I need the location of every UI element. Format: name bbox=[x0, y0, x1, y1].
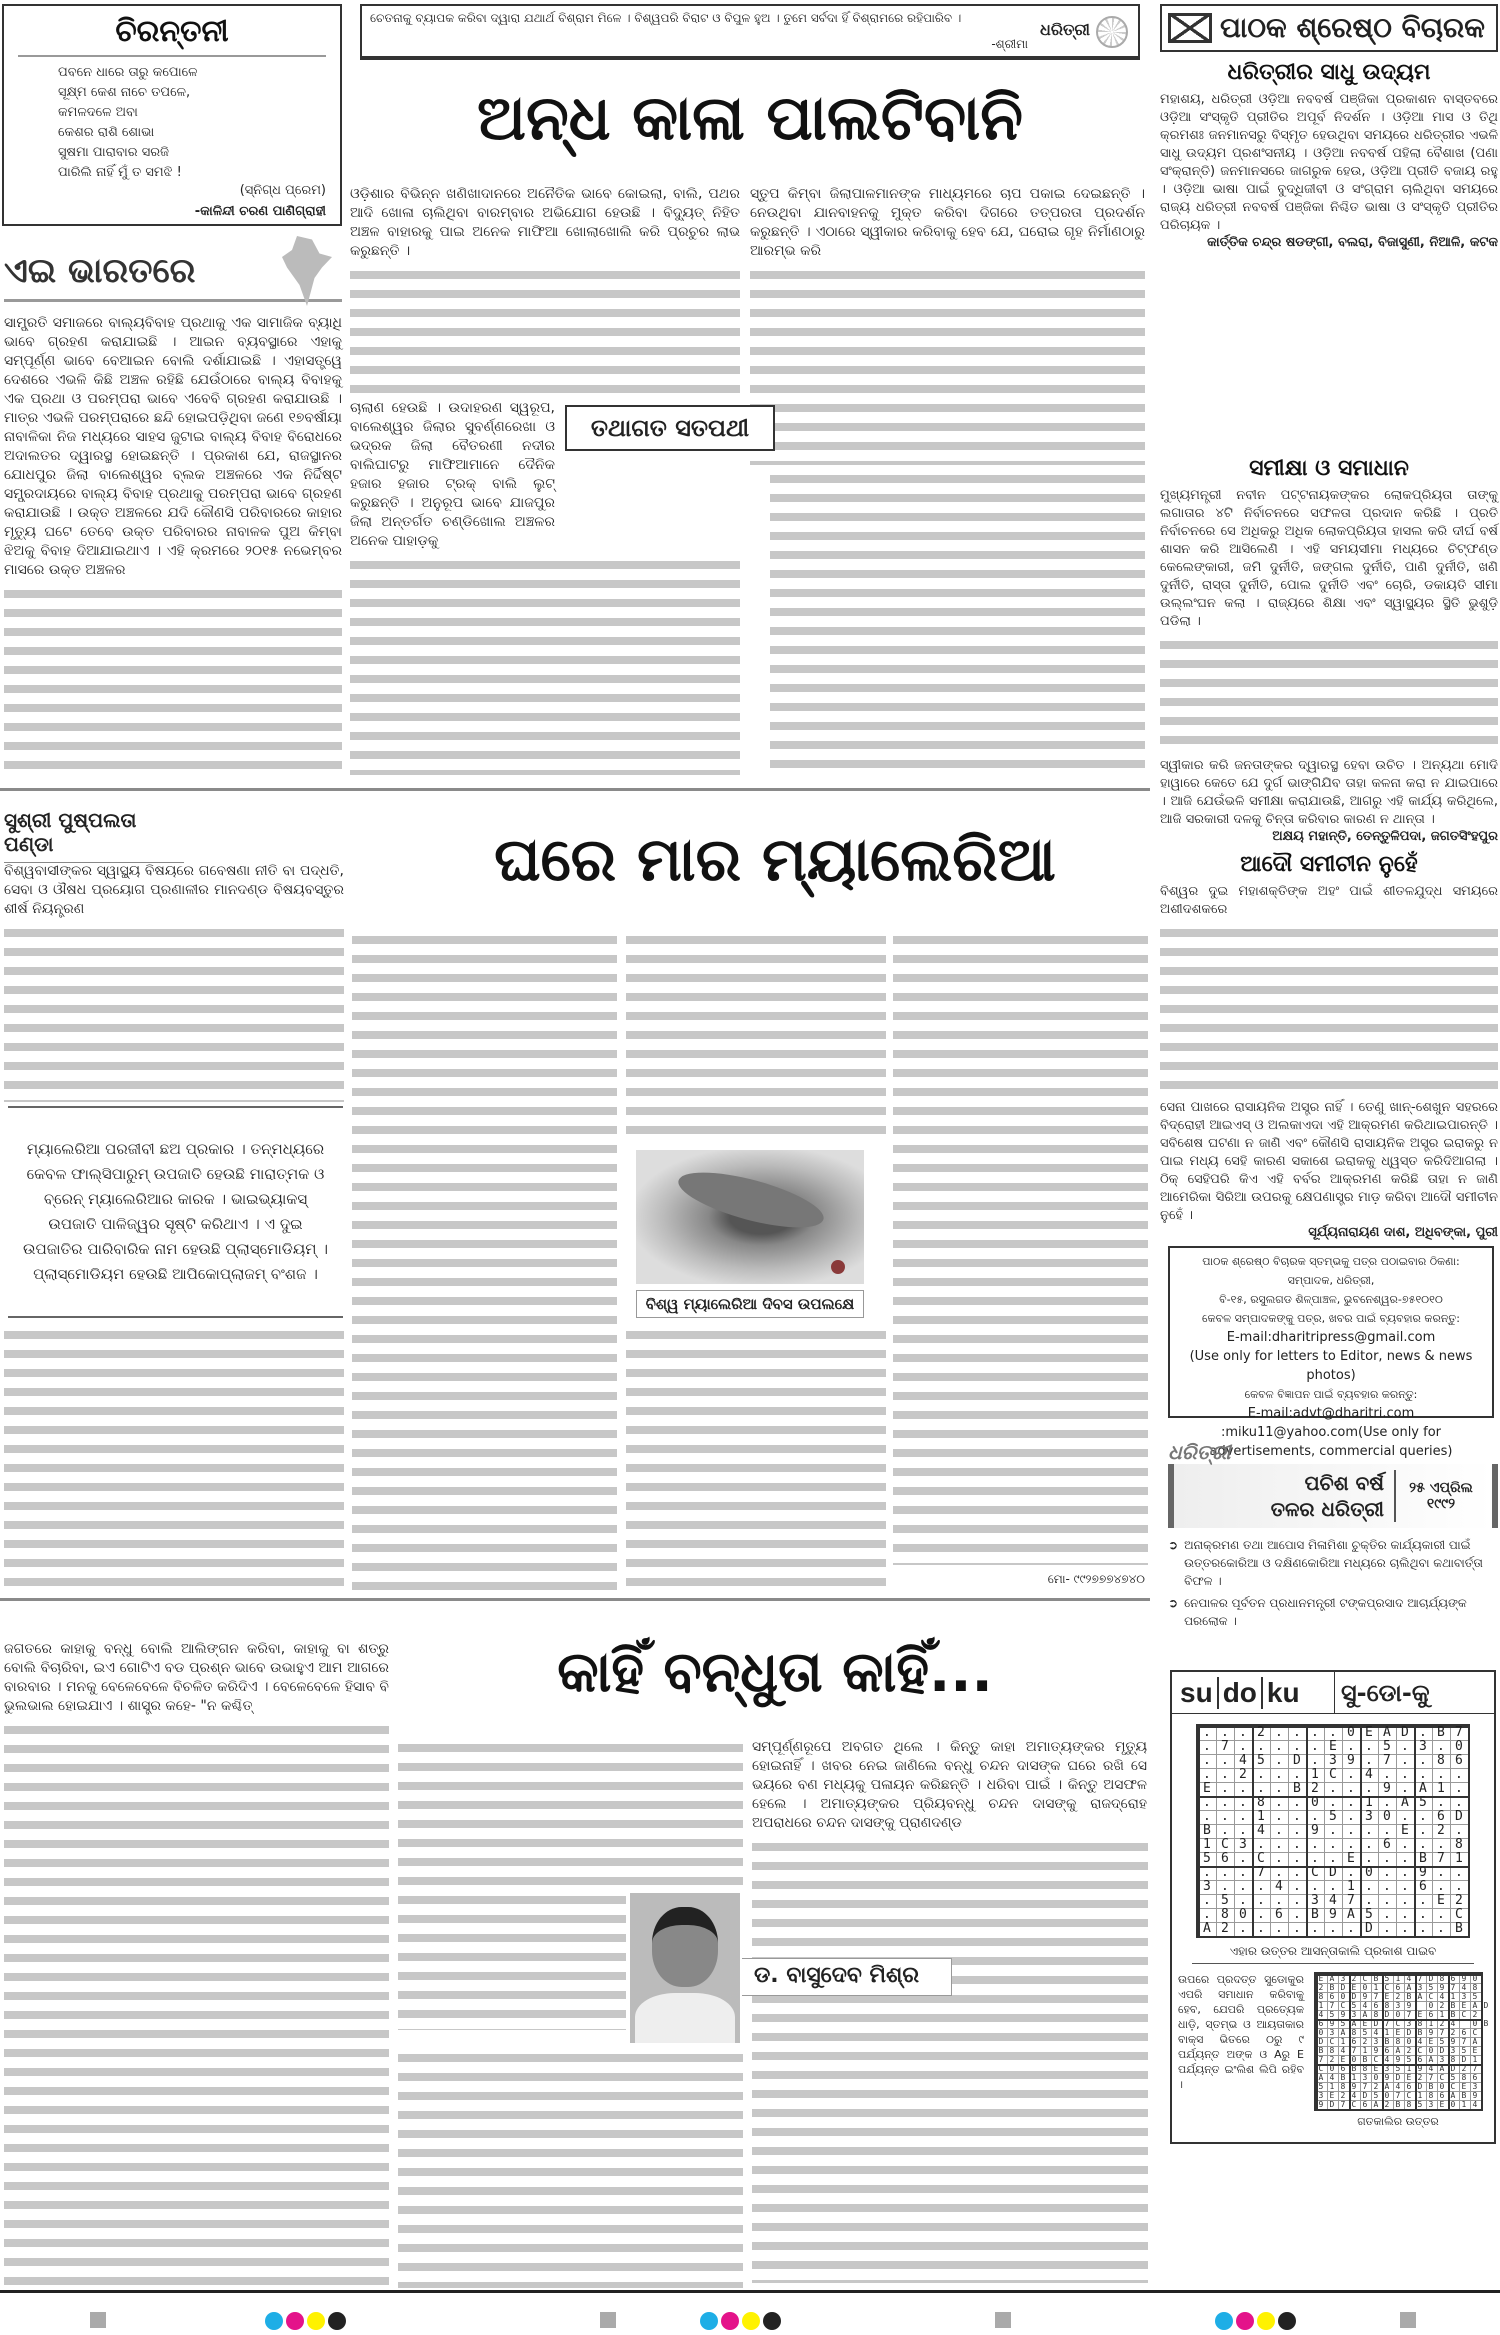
poem-line: କେଶର ରାଶି ଶୋଭା bbox=[58, 125, 155, 140]
sudoku-row[interactable]: E....B2...9.A1. bbox=[1203, 1781, 1473, 1796]
poem-tag: (ସ୍ନିଗ୍ଧ ପ୍ରେମ) bbox=[239, 183, 326, 198]
sudoku-grid[interactable] bbox=[1196, 1724, 1473, 1938]
contact-box bbox=[1168, 1246, 1494, 1459]
sudoku-solution-row: 695AED7C38124 0B bbox=[1318, 2019, 1495, 2028]
author-photo bbox=[630, 1893, 740, 2043]
sudoku-title-part: su bbox=[1180, 1676, 1213, 1708]
bandhuta-text-cont bbox=[752, 1837, 1148, 2283]
lead-text-cont bbox=[770, 469, 1145, 775]
malaria-pullquote: ମ୍ୟାଲେରିଆ ପରଜୀବୀ ଛଅ ପ୍ରକାର । ତନ୍ମଧ୍ୟରେ କେବଳ ଫାଲ୍ସିପାରୁମ୍ ଉପଜାତି ହେଉଛି ମାରାତ୍ମକ ଓ ବ୍ରେନ୍ ମ୍ୟାଲେରିଆର କାରକ । ଭାଇଭ୍ୟାକସ୍ ଉପଜାତି ପାଳିଜ୍ୱର ସୃଷ୍ଟି କରିଥାଏ । ଏ ଦୁଇ ଉପଜାତିର ପାରିବାରିକ ନାମ ହେଉଛି ପ୍ଲାସ୍ମୋଡିୟମ୍ । ପ୍ଲାସ୍ମୋଡିୟମ ହେଉଛି ଆପିକୋପ୍ଲାଜମ୍ ବଂଶଜ । bbox=[8, 1106, 343, 1318]
sudoku-row[interactable]: ..45.D.39.7..86 bbox=[1203, 1753, 1473, 1768]
anniv-title: ତଳର ଧରିତ୍ରୀ bbox=[1270, 1497, 1384, 1521]
contact-line[interactable]: E-mail:advt@dharitri.com bbox=[1247, 1406, 1415, 1421]
divider bbox=[0, 788, 1150, 791]
malaria-text-cont bbox=[4, 1325, 344, 1590]
malaria-headline: ଘରେ ମାର ମ୍ୟାଲେରିଆ bbox=[494, 825, 1056, 895]
sudoku-solution-row: 4593A8D07E61BC2 bbox=[1318, 2010, 1484, 2019]
letter-body: ସ୍ୱୀକାର କରି ଜନତାଙ୍କର ଦ୍ୱାରସ୍ଥ ହେବା ଉଚିତ । ଅନ୍ୟଥା ମୋଦି ହାୱାରେ କେତେ ଯେ ଦୁର୍ଗ ଭାଙ୍ଗିଯିବ ତାହା କଳନା କରା ନ ଯାଇପାରେ । ଆଜି ଯେଉଁଭଳି ସମୀକ୍ଷା କରାଯାଉଛି, ଆଗରୁ ଏହି କାର୍ଯ୍ୟ କରିଥିଲେ, ଆଜି ସରକାରୀ ଦଳକୁ ଚିନ୍ତା କରିବାର କାରଣ ନ ଥାନ୍ତା । bbox=[1160, 758, 1498, 827]
india-map-icon bbox=[282, 236, 332, 306]
sudoku-row[interactable]: B..4..9....E.2. bbox=[1203, 1823, 1473, 1838]
lead-byline: ତଥାଗତ ସତପଥୀ bbox=[565, 405, 775, 451]
bandhuta-col-3 bbox=[752, 1738, 1148, 2283]
sudoku-solution-row: 518972A46DB0CE3 bbox=[1318, 2082, 1484, 2091]
anniv-title: ପଚିଶ ବର୍ଷ bbox=[1304, 1471, 1384, 1495]
poem-title: ଚିରନ୍ତନୀ bbox=[18, 14, 326, 57]
letter-item bbox=[1160, 852, 1498, 1240]
divider bbox=[0, 1598, 1150, 1601]
poem-author: -କାଳିନ୍ଦୀ ଚରଣ ପାଣିଗ୍ରାହୀ bbox=[194, 204, 326, 219]
sudoku-solution-row: 3E24D507C186AB9 bbox=[1318, 2091, 1484, 2100]
letters-section bbox=[1160, 4, 1498, 1244]
sudoku-solution-row: A4B1309DE27C586 bbox=[1318, 2073, 1484, 2082]
poem-line: କମଳଦଳେ ଅବା bbox=[58, 105, 138, 120]
malaria-author-contact: ମୋ- ୯୯୨୭୭୭୪୭୪୦ bbox=[1047, 1572, 1145, 1586]
anniv-logo: ଧରିତ୍ରୀ bbox=[1168, 1440, 1231, 1464]
bandhuta-text-cont bbox=[398, 1738, 743, 1888]
sudoku-row[interactable]: .80.6.B9A5....C bbox=[1203, 1907, 1473, 1922]
arrow-bullet-icon: ➲ bbox=[1168, 1538, 1179, 1552]
sudoku-solution-row: EA32CB5147D8690 bbox=[1318, 1974, 1484, 1983]
malaria-text-cont bbox=[4, 923, 344, 1102]
anniv-item: ➲ ଅନାକ୍ରମଣ ତଥା ଆପୋସ ମିଳାମିଶା ଚୁକ୍ତିର କାର୍ଯ୍ୟକାରୀ ପାଇଁ ଉତ୍ତରକୋରିଆ ଓ ଦକ୍ଷିଣକୋରିଆ ମଧ୍ୟରେ ଚାଲିଥିବା କଥାବାର୍ତ୍ତା ବିଫଳ । bbox=[1168, 1538, 1483, 1588]
malaria-byline: ସୁଶ୍ରୀ ପୁଷ୍ପଲତା ପଣ୍ଡା bbox=[4, 808, 184, 863]
arrow-bullet-icon: ➲ bbox=[1168, 1596, 1179, 1610]
contact-line: (Use only for letters to Editor, news & news photos) bbox=[1189, 1349, 1473, 1383]
contact-line[interactable]: E-mail:dharitripress@gmail.com bbox=[1226, 1330, 1436, 1345]
ei-bharatare-section bbox=[4, 242, 342, 777]
bandhuta-byline: ଡ. ବାସୁଦେବ ମିଶ୍ର bbox=[742, 1958, 952, 1996]
sudoku-title-part: ku bbox=[1261, 1677, 1304, 1709]
lead-text-cont bbox=[750, 265, 1145, 465]
sudoku-row[interactable]: ...7..CD.0..9.. bbox=[1203, 1865, 1473, 1880]
envelope-pen-icon bbox=[1168, 13, 1212, 43]
sudoku-solution-row: 17C546839 02BEAD bbox=[1318, 2001, 1495, 2010]
contact-heading: ପାଠକ ଶ୍ରେଷ୍ଠ ବିଚାରକ ସ୍ତମ୍ଭକୁ ପତ୍ର ପଠାଇବାର ଠିକଣା: bbox=[1202, 1255, 1460, 1268]
letter-body: ବିଶ୍ୱର ଦୁଇ ମହାଶକ୍ତିଙ୍କ ଅହଂ ପାଇଁ ଶୀତଳଯୁଦ୍ଧ ସମୟରେ ଅଶୀଦଶକରେ bbox=[1160, 884, 1498, 917]
letter-author: ଅକ୍ଷୟ ମହାନ୍ତି, ତେନ୍ତୁଳିପଦା, ଜଗତସିଂହପୁର bbox=[1272, 829, 1498, 844]
bandhuta-text-cont bbox=[398, 2048, 743, 2288]
sudoku-row[interactable]: .5....347....E2 bbox=[1203, 1893, 1473, 1908]
contact-line: କେବଳ ବିଜ୍ଞାପନ ପାଇଁ ବ୍ୟବହାର କରନ୍ତୁ: bbox=[1244, 1388, 1418, 1401]
sudoku-solution-row: DC1623B804E597A bbox=[1318, 2037, 1484, 2046]
lead-text: ସ୍ତୁପ କିମ୍ବା ଜିଲାପାଳମାନଙ୍କ ମାଧ୍ୟମରେ ଚାପ ପକାଇ ଦେଇଛନ୍ତି । ନେଉଥିବା ଯାନବାହନକୁ ମୁକ୍ତ କରିବା ଦିଗରେ ତତ୍ପରତା ପ୍ରଦର୍ଶନ କରୁଛନ୍ତି । ଏଠାରେ ସ୍ୱୀକାର କରିବାକୁ ହେବ ଯେ, ଘରୋଇ ଗୃହ ନିର୍ମାଣଠାରୁ ଆରମ୍ଭ କରି bbox=[750, 186, 1145, 259]
bandhuta-text: ସମ୍ପୂର୍ଣ୍ଣରୂପେ ଅବଗତ ଥିଲେ । କିନ୍ତୁ କାହା ଅମାତ୍ୟଙ୍କର ମୃତ୍ୟୁ ହୋଇନାହିଁ । ଖବର ନେଇ ଜାଣିଲେ ବନ୍ଧୁ ଚନ୍ଦନ ଦାସଙ୍କ ଘରେ ରଖି ସେ ଭୟରେ ବଣ ମଧ୍ୟକୁ ପଳାୟନ କରିଛନ୍ତି । ଧରିବା ପାଇଁ । କିନ୍ତୁ ଅସଫଳ ହେଲେ । ଅମାତ୍ୟଙ୍କର ପ୍ରିୟବନ୍ଧୁ ଚନ୍ଦନ ଦାସଙ୍କୁ ରାଜଦ୍ରୋହ ଅପରାଧରେ ଚନ୍ଦନ ଦାସଙ୍କୁ ପ୍ରାଣଦଣ୍ଡ bbox=[752, 1739, 1147, 1831]
poem-box bbox=[2, 4, 342, 226]
letter-author: କାର୍ତ୍ତିକ ଚନ୍ଦ୍ର ଷଡଙ୍ଗୀ, ବଲରା, ବିଜାସୁଣୀ, ନିଆଳି, କଟକ bbox=[1207, 235, 1498, 250]
sudoku-row[interactable]: ...2....0EAD.B7 bbox=[1203, 1725, 1473, 1740]
sudoku-row[interactable]: 56.C....E...B71 bbox=[1203, 1851, 1473, 1866]
bandhuta-col-1 bbox=[4, 1640, 389, 2285]
contact-line: ବି-୧୫, ରସୁଲଗଡ ଶିଳ୍ପାଞ୍ଚଳ, ଭୁବନେଶ୍ୱର-୭୫୧୦୧୦ bbox=[1219, 1293, 1443, 1306]
lead-text-cont bbox=[350, 555, 740, 775]
lead-col-1 bbox=[350, 185, 740, 775]
letter-item bbox=[1160, 456, 1498, 844]
contact-line: ସମ୍ପାଦକ, ଧରିତ୍ରୀ, bbox=[1287, 1274, 1375, 1287]
contact-line[interactable]: :miku11@yahoo.com(Use only for advertisements, commercial queries) bbox=[1209, 1425, 1453, 1459]
anniversary-box bbox=[1168, 1440, 1498, 1650]
letter-title: ଆଦୌ ସମୀଚୀନ ନୁହେଁ bbox=[1240, 852, 1418, 877]
sudoku-row[interactable]: A2.......D....B bbox=[1203, 1921, 1473, 1936]
poem-line: ପବନେ ଧାରେ ତାରୁ କପୋଳେ bbox=[58, 65, 198, 80]
malaria-photo-caption: ବିଶ୍ୱ ମ୍ୟାଲେରିଆ ଦିବସ ଉପଲକ୍ଷେ bbox=[636, 1290, 864, 1318]
sudoku-solution-row: 03A8541EDB9726C bbox=[1318, 2028, 1484, 2037]
lead-text: ଚାଲାଣ ହେଉଛି । ଉଦାହରଣ ସ୍ୱରୂପ, ବାଲେଶ୍ୱର ଜିଲାର ସୁବର୍ଣ୍ଣରେଖା ଓ ଭଦ୍ରକ ଜିଲା ବୈତରଣୀ ନଦୀର ବାଲିଘାଟରୁ ମାଫିଆମାନେ ଦୈନିକ ହଜାର ହଜାର ଟ୍ରକ୍ ବାଲି ଲୁଟ୍ କରୁଛନ୍ତି । ଅନୁରୂପ ଭାବେ ଯାଜପୁର ଜିଲା ଅନ୍ତର୍ଗତ ଚଣ୍ଡିଖୋଲ ଅଞ୍ଚଳର ଅନେକ ପାହାଡ଼କୁ bbox=[350, 400, 555, 549]
sudoku-row[interactable]: ...8..0..1.A5.. bbox=[1203, 1795, 1473, 1810]
sudoku-solution-row: B847196A2C0D35E bbox=[1318, 2046, 1484, 2055]
letter-title: ଧରିତ୍ରୀର ସାଧୁ ଉଦ୍ୟମ bbox=[1227, 60, 1431, 85]
sudoku-solution-grid bbox=[1314, 1972, 1495, 2111]
sudoku-row[interactable]: ...1...5.30..6D bbox=[1203, 1809, 1473, 1824]
malaria-text-cont bbox=[352, 930, 617, 1590]
sudoku-row[interactable]: ..2...1C.4..... bbox=[1203, 1767, 1473, 1782]
lead-headline: ଅନ୍ଧ କାଳା ପାଲଟିବାନି bbox=[477, 81, 1023, 154]
sudoku-row[interactable]: .7.....E..5.3.0 bbox=[1203, 1739, 1473, 1754]
malaria-text-cont bbox=[893, 930, 1148, 1565]
anniv-year: ୧୯୯୨ bbox=[1426, 1496, 1456, 1512]
ei-bharatare-body-continued bbox=[4, 584, 342, 777]
malaria-text-cont bbox=[626, 930, 886, 1140]
letter-author: ସୂର୍ଯ୍ୟନାରାୟଣ ଦାଶ, ଅଧିବଙ୍କା, ପୁରୀ bbox=[1308, 1225, 1498, 1240]
lead-text-cont bbox=[350, 265, 740, 395]
sudoku-row[interactable]: 3...4...1...6.. bbox=[1203, 1879, 1473, 1894]
poem-lines bbox=[58, 63, 326, 183]
lead-text: ଓଡ଼ିଶାର ବିଭିନ୍ନ ଖଣିଖାଦାନରେ ଅନୈତିକ ଭାବେ କୋଇଲା, ବାଲି, ପଥର ଆଦି ଖୋଳା ଚାଲିଥିବା ବାରମ୍ବାର ଅଭିଯୋଗ ହେଉଛି । ବିଦ୍ୟୁତ୍ ନିହିତ ଅଞ୍ଚଳ ବାହାରକୁ ପାଇ ଅନେକ ମାଫିଆ ଖୋଲାଖୋଲି କରି ପ୍ରଚୁର ଲାଭ କରୁଛନ୍ତି । bbox=[350, 186, 740, 259]
malaria-text-cont bbox=[626, 1325, 886, 1590]
letter-item bbox=[1160, 60, 1498, 448]
letter-title: ସମୀକ୍ଷା ଓ ସମାଧାନ bbox=[1249, 456, 1409, 481]
sudoku-title-en bbox=[1172, 1672, 1335, 1713]
anniv-item: ➲ ନେପାଳର ପୂର୍ବତନ ପ୍ରଧାନମନ୍ତ୍ରୀ ଟଙ୍କପ୍ରସାଦ ଆଚାର୍ଯ୍ୟଙ୍କ ପରଲୋକ । bbox=[1168, 1596, 1467, 1628]
ei-bharatare-title: ଏଇ ଭାରତରେ bbox=[4, 242, 342, 302]
malaria-text: ବିଶ୍ୱବାସୀଙ୍କର ସ୍ୱାସ୍ଥ୍ୟ ବିଷୟରେ ଗବେଷଣା ନୀତି ବା ପଦ୍ଧତି, ସେବା ଓ ଔଷଧ ପ୍ରୟୋଗ ପ୍ରଣାଳୀର ମାନଦଣ୍ଡ ବିଷୟବସ୍ତୁର ଶୀର୍ଷ ନିୟନ୍ତ୍ରଣ bbox=[4, 863, 344, 917]
letter-body-cont bbox=[1160, 635, 1498, 753]
poem-line: ପାରିଲି ନାହିଁ ମୁଁ ତ ସମଝି ! bbox=[58, 165, 182, 180]
anniv-date: ୨୫ ଏପ୍ରିଲ bbox=[1409, 1480, 1473, 1496]
sudoku-title-or: ସୁ-ଡୋ-କୁ bbox=[1341, 1678, 1430, 1707]
sudoku-solution-label: ଗତକାଲିର ଉତ୍ତର bbox=[1357, 2115, 1439, 2128]
sudoku-solution-row: C06B8E35194AD27 bbox=[1318, 2064, 1484, 2073]
sudoku-answer-note: ଏହାର ଉତ୍ତର ଆସନ୍ତାକାଲି ପ୍ରକାଶ ପାଇବ bbox=[1192, 1944, 1474, 1964]
letter-body-cont bbox=[1160, 923, 1498, 1095]
bandhuta-headline: କାହିଁ ବନ୍ଧୁତା କାହିଁ... bbox=[557, 1640, 993, 1705]
footer-rule bbox=[0, 2290, 1500, 2293]
sudoku-solution-row: 9D7C6A2B853E014 bbox=[1318, 2100, 1484, 2109]
sudoku-title-part: do bbox=[1217, 1677, 1261, 1709]
sudoku-rules: ଉପରେ ପ୍ରଦତ୍ତ ସୁଡୋକୁର ଏପରି ସମାଧାନ କରିବାକୁ ହେବ, ଯେପରି ପ୍ରତ୍ୟେକ ଧାଡ଼ି, ସ୍ତମ୍ଭ ଓ ଆୟତାକାର ବାକ୍ସ ଭିତରେ ୦ରୁ ୯ ପର୍ଯ୍ୟନ୍ତ ଅଙ୍କ ଓ Aରୁ E ପର୍ଯ୍ୟନ୍ତ ଇଂଲିଶ ଲିପି ରହିବ । bbox=[1178, 1973, 1304, 2091]
quote-author: -ଶ୍ରୀମା bbox=[991, 37, 1028, 51]
letter-body: ମହାଶୟ, ଧରିତ୍ରୀ ଓଡ଼ିଆ ନବବର୍ଷ ପଞ୍ଜିକା ପ୍ରକାଶନ ବାସ୍ତବରେ ଓଡ଼ିଆ ସଂସ୍କୃତି ପ୍ରୀତିର ଅପୂର୍ବ ନିଦର୍ଶନ । ଓଡ଼ିଆ ମାସ ଓ ତିଥି କ୍ରମଶଃ ଜନମାନସରୁ ବିସ୍ମୃତ ହେଉଥିବା ସମୟରେ ଧରିତ୍ରୀର ଏଭଳି ସାଧୁ ଉଦ୍ୟମ ପ୍ରଶଂସନୀୟ । ଓଡ଼ିଆ ନବବର୍ଷ ପହିଲା ବୈଶାଖ (ପଣା ସଂକ୍ରାନ୍ତି) ଜନମାନସରେ ଜାଗରୁକ ହେଉ, ଓଡ଼ିଆ ପ୍ରୀତି ବଜାୟ ରହୁ । ଓଡ଼ିଆ ଭାଷା ପାଇଁ ବୁଦ୍ଧିଜୀବୀ ଓ ସଂଗ୍ରାମ ଚାଲିଥିବା ସମୟରେ ରାଜ୍ୟ ଧରିତ୍ରୀ ନବବର୍ଷ ପଞ୍ଜିକା ନିଶ୍ଚିତ ଭାଷା ଓ ସଂସ୍କୃତି ପ୍ରୀତିର ପରିଚାୟକ । bbox=[1160, 92, 1498, 233]
sudoku-row[interactable]: 1C3.......6...8 bbox=[1203, 1837, 1473, 1852]
quote-text: ଚେତନାକୁ ବ୍ୟାପକ କରିବା ଦ୍ୱାରା ଯଥାର୍ଥ ବିଶ୍ରାମ ମିଳେ । ବିଶ୍ୱପରି ବିରାଟ ଓ ବିପୁଳ ହୁଅ । ତୁମେ ସର୍ବଦା ହିଁ ବିଶ୍ରାମରେ ରହିପାରିବ । bbox=[370, 11, 962, 25]
contact-line: କେବଳ ସମ୍ପାଦକଙ୍କୁ ପତ୍ର, ଖବର ପାଇଁ ବ୍ୟବହାର କରନ୍ତୁ: bbox=[1202, 1312, 1460, 1325]
bandhuta-text-cont bbox=[4, 1720, 389, 2285]
sudoku-solution-row: 72E0BC4956A38D1 bbox=[1318, 2055, 1484, 2064]
wheel-icon bbox=[1096, 16, 1128, 48]
letter-body: ସେନା ପାଖରେ ରାସାୟନିକ ଅସ୍ତ୍ର ନାହିଁ । ତେଣୁ ଖାନ୍-ଶେଖୁନ ସହରରେ ବିଦ୍ରୋହୀ ଆଇଏସ୍ ଓ ଅଲକାଏଦା ଏହି ଆକ୍ରମଣ କରିଥାଇପାରନ୍ତି । ସବିଶେଷ ଘଟଣା ନ ଜାଣି ଏବଂ କୌଣସି ରାସାୟନିକ ଅସ୍ତ୍ର ଇରାକରୁ ନ ପାଇ ମଧ୍ୟ ସେହି କାରଣ ସକାଶେ ଇରାକକୁ ଧ୍ୱସ୍ତ କରିଦିଆଗଲା । ଠିକ୍ ସେହିପରି କିଏ ଏହି ବର୍ବର ଆକ୍ରମଣ କରିଛି ତାହା ନ ଜାଣି ଆମେରିକା ସିରିଆ ଉପରକୁ କ୍ଷେପଣାସ୍ତ୍ର ମାଡ଼ କରିବା ଆଦୌ ସମୀଚୀନ ନୁହେଁ । bbox=[1160, 1100, 1498, 1223]
ei-bharatare-body: ସାମ୍ପ୍ରତି ସମାଜରେ ବାଲ୍ୟବିବାହ ପ୍ରଥାକୁ ଏକ ସାମାଜିକ ବ୍ୟାଧି ଭାବେ ଗ୍ରହଣ କରାଯାଇଛି । ଆଇନ ବ୍ୟବସ୍ଥାରେ ଏହାକୁ ସମ୍ପୂର୍ଣ୍ଣ ଭାବେ ବେଆଇନ ବୋଲି ଦର୍ଶାଯାଇଛି । ଏହାସତ୍ତ୍ୱେ ଦେଶରେ ଏଭଳି କିଛି ଅଞ୍ଚଳ ରହିଛି ଯେଉଁଠାରେ ବାଲ୍ୟ ବିବାହକୁ ଏକ ପ୍ରଥା ଓ ପରମ୍ପରା ଭାବେ ଏବେବି ଗ୍ରହଣ କରାଯାଉଛି । ମାତ୍ର ଏଭଳି ପରମ୍ପରାରେ ଛନ୍ଦି ହୋଇପଡ଼ିଥିବା ଜଣେ ୧୭ବର୍ଷୀୟା ନାବାଳିକା ନିଜ ମଧ୍ୟରେ ସାହସ ଜୁଟାଇ ବାଲ୍ୟ ବିବାହ ବିରୋଧରେ ଅଦାଲତର ଦ୍ୱାରସ୍ଥ ହୋଇଛନ୍ତି । ପ୍ରକାଶ ଯେ, ରାଜସ୍ଥାନର ଯୋଧପୁର ଜିଲା ବାଲେଶ୍ୱର ବ୍ଲକ ଅଞ୍ଚଳରେ ଏକ ନିର୍ଦ୍ଦିଷ୍ଟ ସମ୍ପ୍ରଦାୟରେ ବାଲ୍ୟ ବିବାହ ପ୍ରଥାକୁ ପରମ୍ପରା ଭାବେ ଗ୍ରହଣ କରାଯାଉଛି । ଉକ୍ତ ଅଞ୍ଚଳରେ ଯଦି କୌଣସି ପରିବାରରେ କାହାର ମୃତ୍ୟୁ ଘଟେ ତେବେ ଉକ୍ତ ପରିବାରର ନାବାଳକ ପୁଅ କିମ୍ବା ଝିଅକୁ ବିବାହ ଦିଆଯାଇଥାଏ । ଏହି କ୍ରମରେ ୨୦୧୫ ନଭେମ୍ବର ମାସରେ ଉକ୍ତ ଅଞ୍ଚଳର bbox=[4, 315, 342, 578]
poem-line: ସୂକ୍ଷ୍ମ କେଶ ନାଚେ ତପଳେ, bbox=[58, 85, 191, 100]
poem-line: ସୁଷମା ପାରାବାର ସରଜି bbox=[58, 145, 170, 160]
letters-section-header: ପାଠକ ଶ୍ରେଷ୍ଠ ବିଚାରକ bbox=[1160, 4, 1498, 52]
letter-body: ମୁଖ୍ୟମନ୍ତ୍ରୀ ନବୀନ ପଟ୍ଟନାୟକଙ୍କର ଲୋକପ୍ରିୟତା ତାଙ୍କୁ ଲଗାତାର ୪ଟି ନିର୍ବାଚନରେ ସଫଳତା ପ୍ରଦାନ କରିଛି । ପ୍ରତି ନିର୍ବାଚନରେ ସେ ଅଧିକରୁ ଅଧିକ ଲୋକପ୍ରିୟତା ହାସଲ କରି ଦୀର୍ଘ ବର୍ଷ ଶାସନ କରି ଆସିଲେଣି । ଏହି ସମୟସୀମା ମଧ୍ୟରେ ଚିଟ୍ଫଣ୍ଡ କେଲେଙ୍କାରୀ, ଜମି ଦୁର୍ନୀତି, ଜଙ୍ଗଲ ଦୁର୍ନୀତି, ପାଣି ଦୁର୍ନୀତି, ଖଣି ଦୁର୍ନୀତି, ରାସ୍ତା ଦୁର୍ନୀତି, ପୋଲ ଦୁର୍ନୀତି ଏବଂ ଚୋରି, ଡକାୟତି ସୀମା ଉଲ୍ଲଂଘନ କଲା । ରାଜ୍ୟରେ ଶିକ୍ଷା ଏବଂ ସ୍ୱାସ୍ଥ୍ୟର ସ୍ଥିତି ଭୁଶୁଡ଼ି ପଡିଲା । bbox=[1160, 488, 1498, 629]
bandhuta-text-cont bbox=[398, 1890, 626, 2030]
sudoku-solution-row: 2BDE01C6A359748 bbox=[1318, 1983, 1484, 1992]
malaria-col-1 bbox=[4, 862, 344, 1102]
dharitri-logo: ଧରିତ୍ରୀ bbox=[1040, 20, 1090, 39]
registration-marks bbox=[0, 2312, 1500, 2332]
sudoku-box bbox=[1170, 1670, 1496, 2144]
sudoku-solution-row: 860D97E2BAC4135 bbox=[1318, 1992, 1484, 2001]
lead-col-2 bbox=[750, 185, 1145, 775]
bandhuta-text: ଜଗତରେ କାହାକୁ ବନ୍ଧୁ ବୋଲି ଆଲିଙ୍ଗନ କରିବା, କାହାକୁ ବା ଶତ୍ରୁ ବୋଲି ବିଚାରିବା, ଇଏ ଗୋଟିଏ ବଡ ପ୍ରଶ୍ନ ଭାବେ ଉଭାହୁଏ ଆମ ଆଗରେ ବାରବାର । ମନକୁ ବେଳେବେଳେ ବିଚଳିତ କରିଦିଏ । ବେଳେବେଳେ ହିସାବ ବି ଭୁଲଭାଲ ହୋଇଯାଏ । ଶାସ୍ତ୍ର କହେ- "ନ କଶ୍ଚିତ୍ bbox=[4, 1641, 389, 1714]
mosquito-photo bbox=[636, 1150, 864, 1284]
quote-box bbox=[360, 4, 1140, 60]
